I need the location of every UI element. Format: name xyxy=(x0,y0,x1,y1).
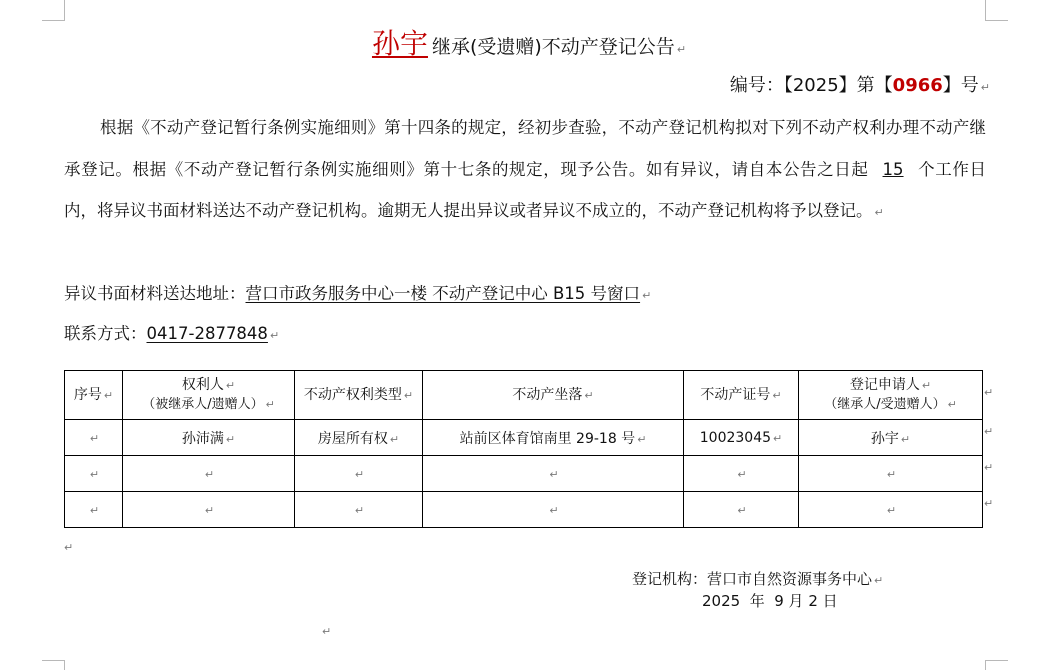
cell-mark: ↵ xyxy=(225,432,236,446)
address-value: 营口市政务服务中心一楼 不动产登记中心 B15 号窗口 xyxy=(245,284,641,303)
paragraph-mark: ↵ xyxy=(874,574,884,587)
row-end-mark: ↵ xyxy=(984,497,994,510)
cell-mark: ↵ xyxy=(403,388,414,402)
empty-cell: ↵ xyxy=(799,492,983,528)
empty-cell: ↵ xyxy=(295,492,423,528)
doc-number-middle: 】第【 xyxy=(838,75,893,96)
cell-applicant: 孙宇 ↵ xyxy=(799,420,983,456)
empty-cell: ↵ xyxy=(123,492,295,528)
cell-mark: ↵ xyxy=(389,432,400,446)
title-text: 继承(受遗赠)不动产登记公告 xyxy=(431,36,675,58)
header-applicant-sub: （继承人/受遗赠人） xyxy=(824,397,946,412)
notice-date: 2025 年 9 月 2 日 xyxy=(702,592,838,610)
cell-holder: 孙沛满 ↵ xyxy=(123,420,295,456)
contact-info xyxy=(64,321,279,349)
cell-seq xyxy=(65,420,123,456)
header-right-type: 不动产权利类型 ↵ xyxy=(295,371,423,420)
cell-mark: ↵ xyxy=(900,432,911,446)
paragraph-mark: ↵ xyxy=(874,206,884,219)
header-location: 不动产坐落 ↵ xyxy=(423,371,684,420)
table-row xyxy=(65,420,983,456)
row-end-mark: ↵ xyxy=(984,386,994,399)
doc-number-prefix: 编号：【 xyxy=(729,75,793,96)
notice-body xyxy=(64,107,986,234)
table-header-row xyxy=(65,371,983,420)
header-seq: 序号 ↵ xyxy=(65,371,123,420)
header-holder-sub: （被继承人/遗赠人） xyxy=(142,397,264,412)
cell-right-type: 房屋所有权 ↵ xyxy=(295,420,423,456)
paragraph-mark: ↵ xyxy=(980,81,990,94)
table-row-empty xyxy=(65,492,983,528)
header-cert-no: 不动产证号 ↵ xyxy=(684,371,799,420)
footer-org-text: 登记机构：营口市自然资源事务中心 xyxy=(632,570,873,588)
contact-label: 联系方式： xyxy=(64,324,147,343)
crop-mark-top-left xyxy=(42,0,65,21)
objection-address xyxy=(64,281,651,309)
row-end-mark: ↵ xyxy=(984,461,994,474)
empty-cell: ↵ xyxy=(295,456,423,492)
doc-number-year: 2025 xyxy=(792,75,839,96)
paragraph-mark: ↵ xyxy=(269,329,280,342)
empty-cell: ↵ xyxy=(684,492,799,528)
body-part-1: 根据《不动产登记暂行条例实施细则》第十四条的规定，经初步查验，不动产登记机构拟对下列不动产权利办理不动产继承登记。根据《不动产登记暂行条例实施细则》第十七条的规定，现予公告。如有异议，请自本公告之日起 xyxy=(64,118,986,179)
notice-title xyxy=(0,24,1058,70)
address-label: 异议书面材料送达地址： xyxy=(64,284,246,303)
objection-days: 15 xyxy=(882,159,904,179)
paragraph-mark: ↵ xyxy=(676,43,687,56)
paragraph-mark: ↵ xyxy=(642,289,652,302)
property-table xyxy=(64,370,983,528)
empty-cell: ↵ xyxy=(684,456,799,492)
cell-mark: ↵ xyxy=(89,431,100,445)
contact-value: 0417-2877848 xyxy=(146,324,268,343)
header-holder: 权利人 ↵ （被继承人/遗赠人） ↵ xyxy=(123,371,295,420)
cell-mark: ↵ xyxy=(921,379,932,392)
cell-mark: ↵ xyxy=(947,398,957,411)
cell-mark: ↵ xyxy=(637,432,647,446)
title-name: 孙宇 xyxy=(371,27,428,60)
row-end-mark: ↵ xyxy=(984,425,994,438)
cell-mark: ↵ xyxy=(225,379,236,392)
doc-number-suffix: 】号 xyxy=(942,75,979,96)
cell-mark: ↵ xyxy=(265,398,275,411)
empty-cell: ↵ xyxy=(65,456,123,492)
crop-mark-top-right xyxy=(985,0,1008,21)
header-applicant: 登记申请人 ↵ （继承人/受遗赠人） ↵ xyxy=(799,371,983,420)
document-number xyxy=(730,72,990,102)
empty-cell: ↵ xyxy=(123,456,295,492)
cell-location: 站前区体育馆南里 29-18 号 ↵ xyxy=(423,420,684,456)
empty-cell: ↵ xyxy=(423,492,684,528)
cell-mark: ↵ xyxy=(584,388,594,402)
cell-cert-no: 10023045 ↵ xyxy=(684,420,799,456)
table-row-empty xyxy=(65,456,983,492)
empty-cell: ↵ xyxy=(65,492,123,528)
doc-number-value: 0966 xyxy=(892,75,943,96)
empty-cell: ↵ xyxy=(423,456,684,492)
cell-mark: ↵ xyxy=(103,388,114,402)
paragraph-mark: ↵ xyxy=(322,625,332,638)
cell-mark: ↵ xyxy=(772,388,782,402)
paragraph-mark: ↵ xyxy=(64,541,74,554)
cell-mark: ↵ xyxy=(773,431,783,445)
empty-cell: ↵ xyxy=(799,456,983,492)
body-part-2: 个工作日内，将异议书面材料送达不动产登记机构。逾期无人提出异议或者异议不成立的，不动产登记机构将予以登记。 xyxy=(64,159,987,220)
